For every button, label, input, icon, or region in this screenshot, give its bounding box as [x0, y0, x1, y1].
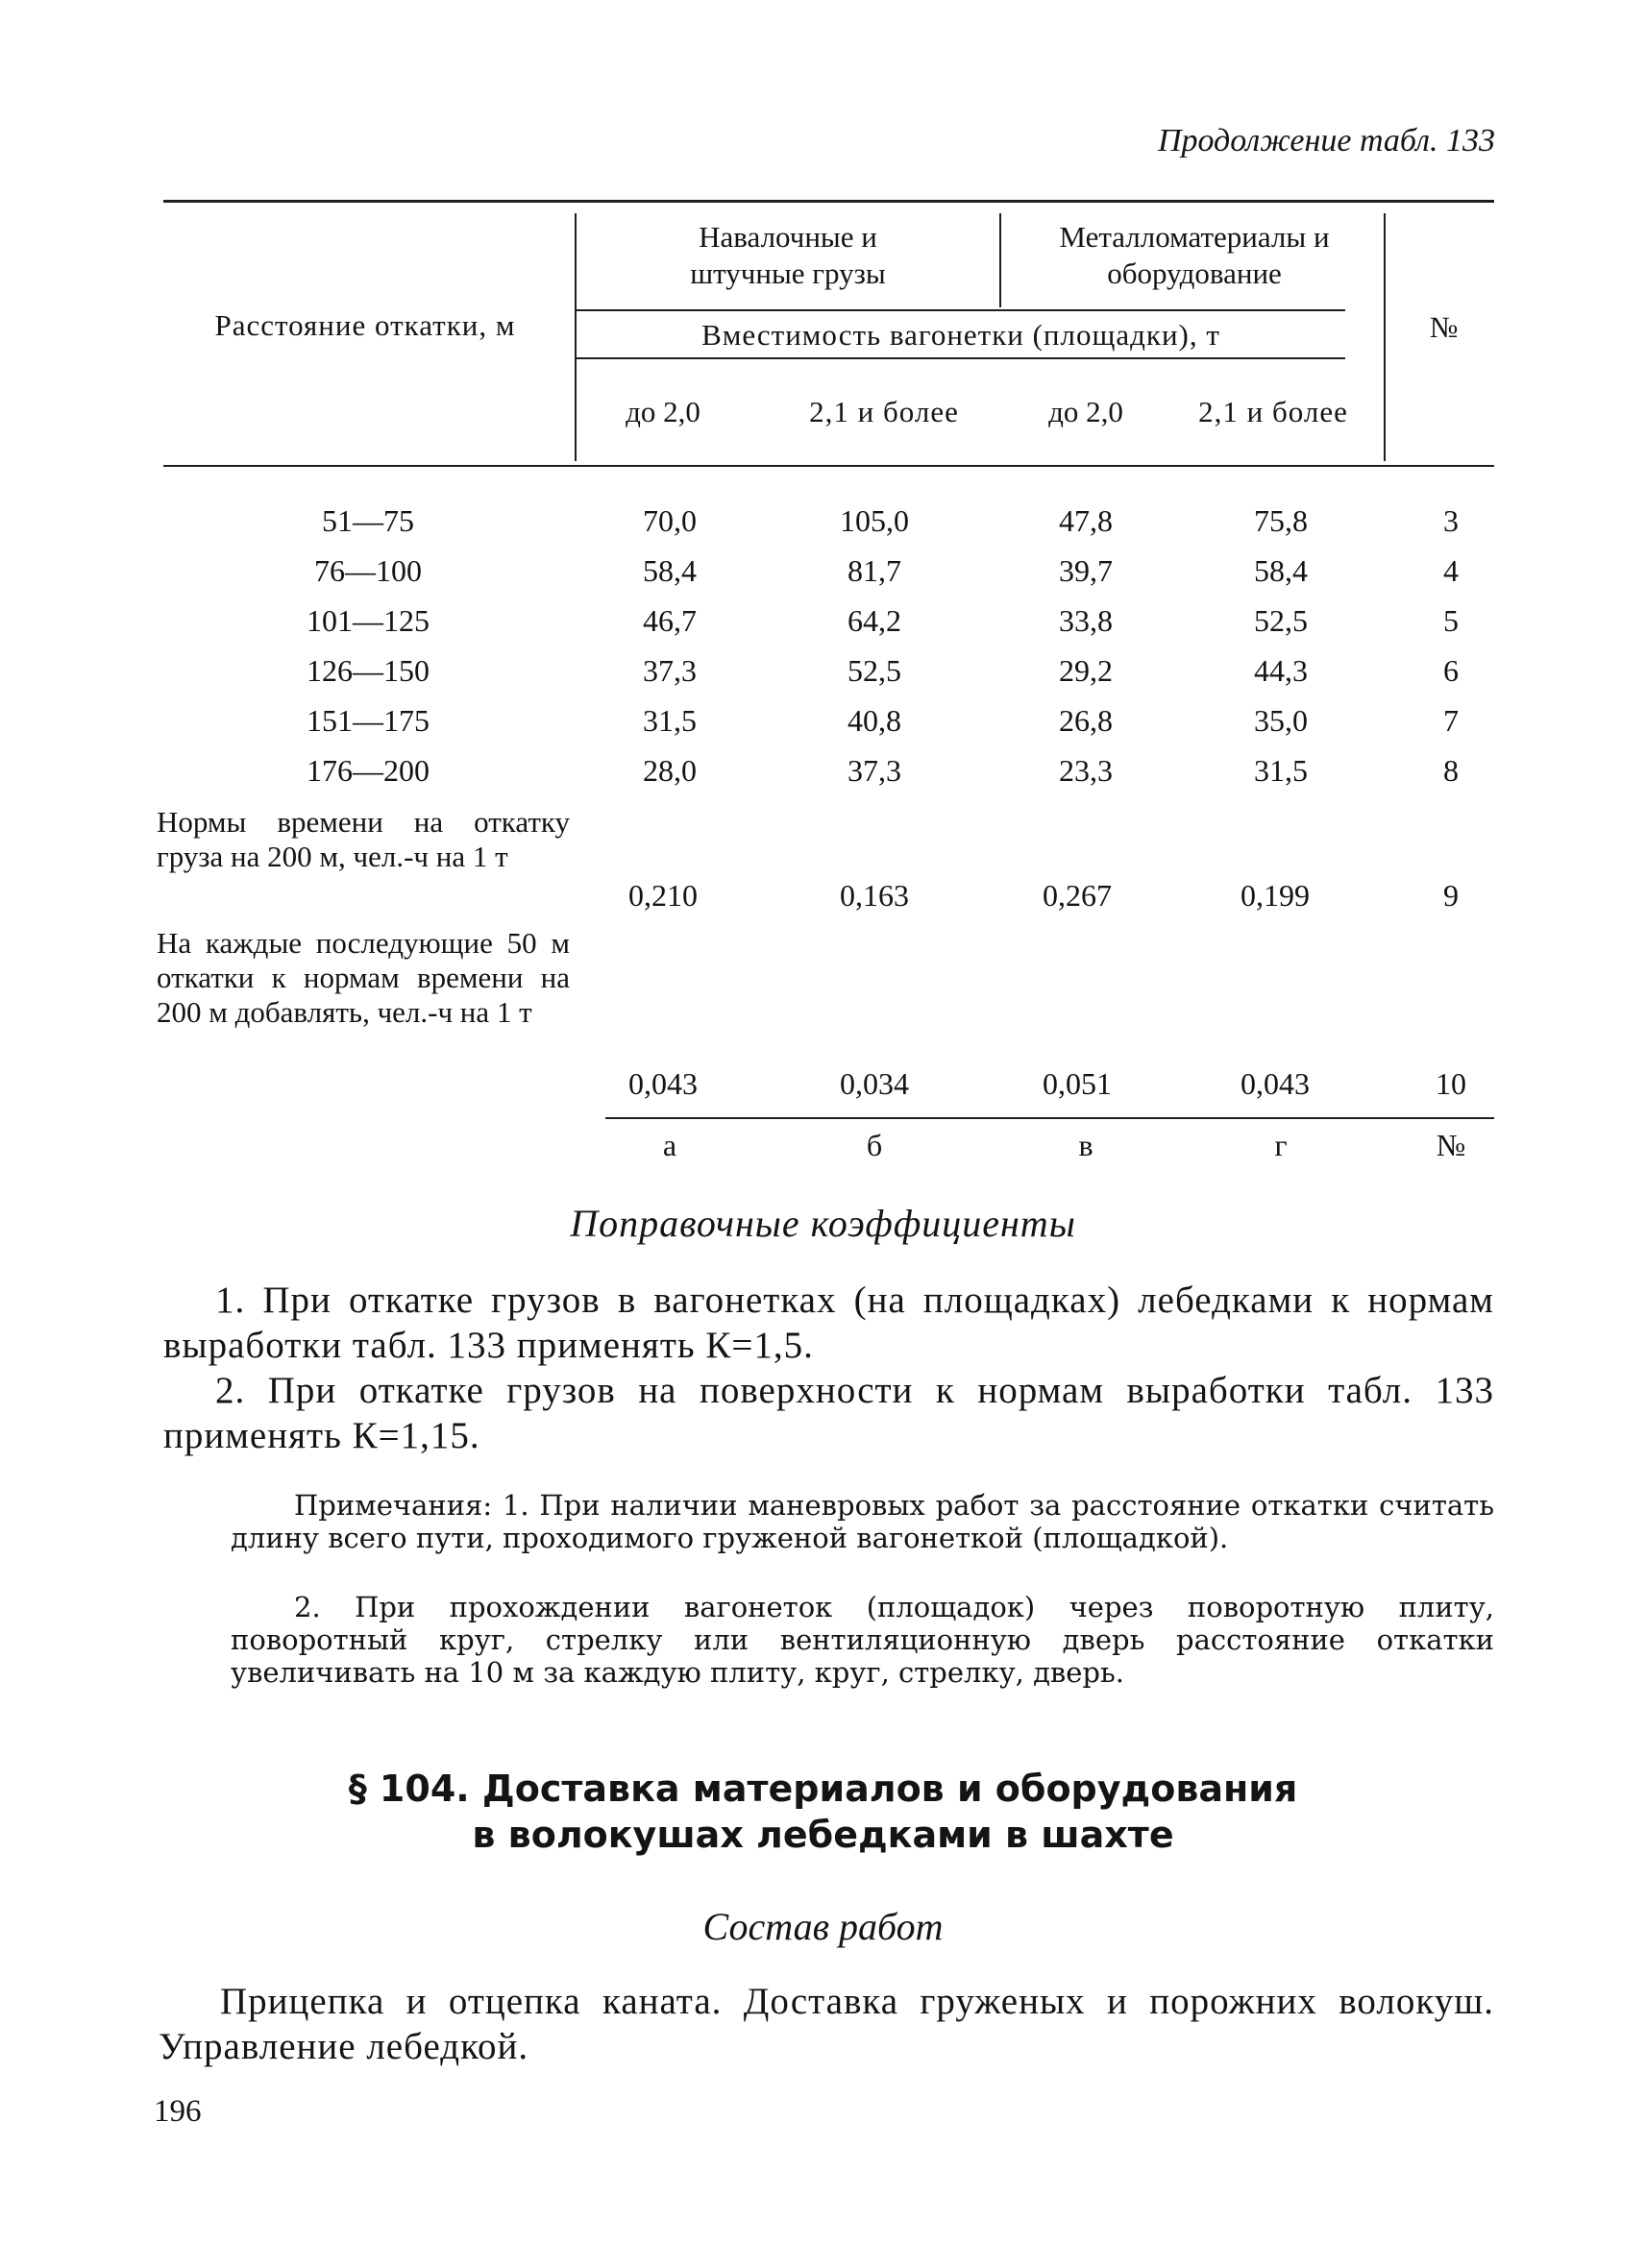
distance-cell: 101—125 — [307, 603, 430, 638]
capacity-header: Вместимость вагонетки (площадки), т — [701, 318, 1220, 352]
footer-cell: в — [1078, 1128, 1093, 1162]
value-cell: 0,210 — [628, 878, 698, 913]
continuation-caption: Продолжение табл. 133 — [1157, 123, 1495, 159]
divider-num-col — [1384, 213, 1386, 461]
value-cell: 0,163 — [840, 878, 909, 913]
value-cell: 29,2 — [1059, 653, 1113, 688]
divider-groups — [999, 213, 1001, 307]
value-cell: 28,0 — [643, 753, 697, 788]
correction-2: 2. При откатке грузов на поверхности к нормам выработки табл. 133 применять К=1,15. — [163, 1370, 1494, 1456]
value-cell: 105,0 — [840, 503, 909, 538]
table-top-rule — [163, 200, 1494, 203]
value-cell: 64,2 — [848, 603, 901, 638]
value-cell: 46,7 — [643, 603, 697, 638]
subcol-2: 2,1 и более — [809, 395, 959, 428]
row-number: 3 — [1443, 503, 1459, 538]
section-title-line-1: § 104. Доставка материалов и оборудования — [348, 1768, 1298, 1810]
value-cell: 31,5 — [1254, 753, 1308, 788]
value-cell: 0,267 — [1043, 878, 1112, 913]
group2-header: Металломатериалы и оборудование — [1059, 220, 1330, 290]
value-cell: 0,051 — [1043, 1066, 1112, 1101]
note-1: Примечания: 1. При наличии маневровых работ за расстояние откатки считать длину всего пути, проходимого груженой вагонеткой (площадкой). — [231, 1489, 1494, 1554]
value-cell: 35,0 — [1254, 703, 1308, 738]
value-cell: 70,0 — [643, 503, 697, 538]
correction-1: 1. При откатке грузов в вагонетках (на площадках) лебедками к нормам выработки табл. 133 применять К=1,5. — [163, 1280, 1494, 1366]
value-cell: 52,5 — [1254, 603, 1308, 638]
capacity-top-rule — [577, 309, 1345, 311]
corrections-title: Поправочные коэффициенты — [570, 1202, 1076, 1245]
row-number: 9 — [1443, 878, 1459, 913]
num-header: № — [1429, 310, 1459, 344]
norm-label: Нормы времени на откатку груза на 200 м, чел.-ч на 1 т — [157, 805, 570, 873]
distance-cell: 126—150 — [307, 653, 430, 688]
value-cell: 23,3 — [1059, 753, 1113, 788]
distance-cell: 151—175 — [307, 703, 430, 738]
row-number: 10 — [1436, 1066, 1466, 1101]
table-header-bottom-rule — [163, 465, 1494, 467]
footer-cell: г — [1274, 1128, 1288, 1162]
value-cell: 47,8 — [1059, 503, 1113, 538]
row-number: 5 — [1443, 603, 1459, 638]
value-cell: 58,4 — [1254, 553, 1308, 588]
row-number: 8 — [1443, 753, 1459, 788]
value-cell: 26,8 — [1059, 703, 1113, 738]
row-number: 4 — [1443, 553, 1459, 588]
subcol-4: 2,1 и более — [1198, 395, 1348, 428]
capacity-bottom-rule — [577, 357, 1345, 359]
row-number: 7 — [1443, 703, 1459, 738]
value-cell: 40,8 — [848, 703, 901, 738]
value-cell: 81,7 — [848, 553, 901, 588]
row-header: Расстояние откатки, м — [214, 308, 516, 342]
subcol-1: до 2,0 — [626, 395, 700, 428]
work-composition-title: Состав работ — [702, 1905, 944, 1948]
value-cell: 44,3 — [1254, 653, 1308, 688]
footer-cell: а — [662, 1128, 677, 1162]
distance-cell: 76—100 — [314, 553, 422, 588]
footer-cell: б — [866, 1128, 883, 1162]
value-cell: 0,043 — [1241, 1066, 1310, 1101]
value-cell: 31,5 — [643, 703, 697, 738]
value-cell: 75,8 — [1254, 503, 1308, 538]
value-cell: 52,5 — [848, 653, 901, 688]
value-cell: 33,8 — [1059, 603, 1113, 638]
value-cell: 37,3 — [848, 753, 901, 788]
work-composition-text: Прицепка и отцепка каната. Доставка груженых и порожних волокуш. Управление лебедкой. — [159, 1981, 1494, 2067]
distance-cell: 51—75 — [322, 503, 414, 538]
value-cell: 39,7 — [1059, 553, 1113, 588]
group1-header: Навалочные и штучные грузы — [690, 220, 886, 290]
note-2: 2. При прохождении вагонеток (площадок) через поворотную плиту, поворотный круг, стрелку или вентиляционную дверь расстояние откатки увеличивать на 10 м за каждую плиту, круг, стрелку, дверь. — [231, 1591, 1494, 1689]
subcol-3: до 2,0 — [1048, 395, 1123, 428]
footer-cell: № — [1436, 1128, 1466, 1162]
distance-cell: 176—200 — [307, 753, 430, 788]
value-cell: 0,043 — [628, 1066, 698, 1101]
page-number: 196 — [154, 2094, 202, 2129]
extra-label: На каждые последующие 50 м откатки к нормам времени на 200 м добавлять, чел.-ч на 1 т — [157, 926, 570, 1029]
value-cell: 58,4 — [643, 553, 697, 588]
table-footer-rule — [605, 1117, 1494, 1119]
value-cell: 37,3 — [643, 653, 697, 688]
section-title-line-2: в волокушах лебедками в шахте — [472, 1814, 1174, 1856]
row-number: 6 — [1443, 653, 1459, 688]
value-cell: 0,199 — [1241, 878, 1310, 913]
value-cell: 0,034 — [840, 1066, 909, 1101]
